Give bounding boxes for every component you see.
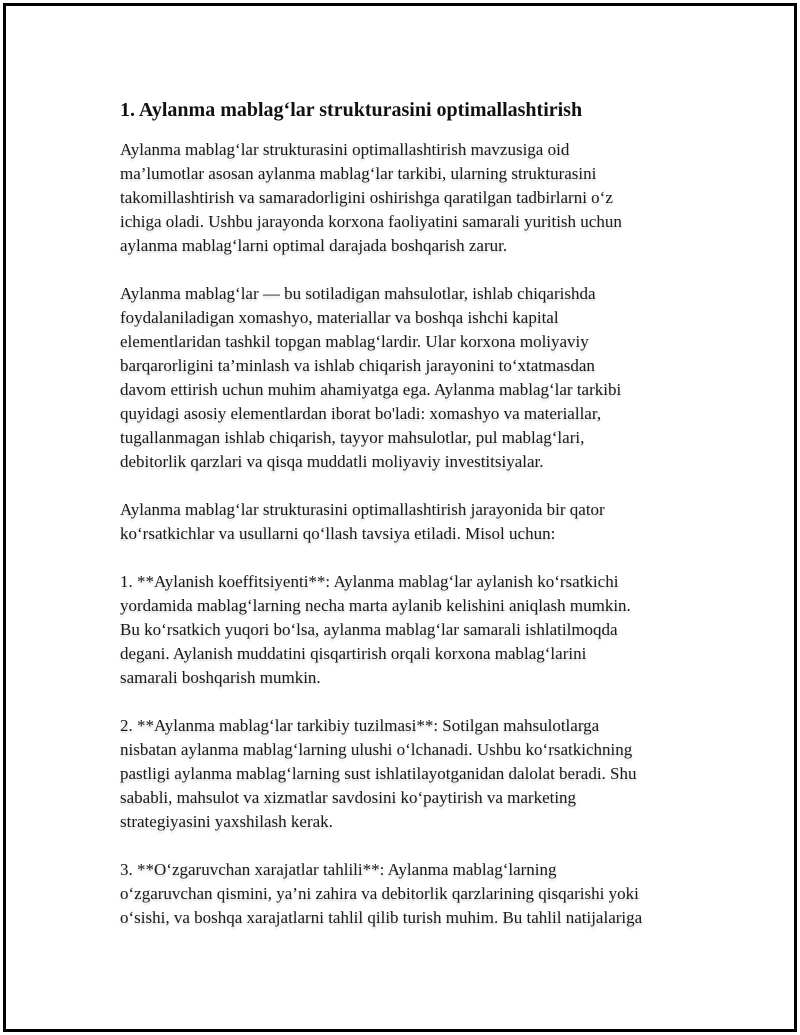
paragraph-definition: Aylanma mablag‘lar — bu sotiladigan mahsulotlar, ishlab chiqarishda foydalaniladigan xomashyo, materiallar va boshqa ishchi kapital elementlaridan tashkil topgan mablag‘lardir. Ular korxona moliyaviy barqarorligini ta’minlash va ishlab chiqarish jarayonini to‘xtatmasdan davom ettirish uchun muhim ahamiyatga ega. Aylanma mablag‘lar tarkibi quyidagi asosiy elementlardan iborat bo'ladi: xomashyo va materiallar, tugallanmagan ishlab chiqarish, tayyor mahsulotlar, pul mablag‘lari, debitorlik qarzlari va qisqa muddatli moliyaviy investitsiyalar. [120,284,622,471]
list-item-variable-costs: 3. **O‘zgaruvchan xarajatlar tahlili**: Aylanma mablag‘larning o‘zgaruvchan qismini, ya’ni zahira va debitorlik qarzlarining qisqarishi yoki o‘sishi, va boshqa xarajatlarni tahlil qilib turish muhim. Bu tahlil natijalariga [120,860,643,927]
list-item-turnover-ratio: 1. **Aylanish koeffitsiyenti**: Aylanma mablag‘lar aylanish ko‘rsatkichi yordamida mablag‘larning necha marta aylanib kelishini aniqlash mumkin. Bu ko‘rsatkich yuqori bo‘lsa, aylanma mablag‘lar samarali ishlatilmoqda degani. Aylanish muddatini qisqartirish orqali korxona mablag‘larini samarali boshqarish mumkin. [120,572,631,687]
document-page [3,3,797,1032]
document-body [120,96,700,954]
paragraph-methods: Aylanma mablag‘lar strukturasini optimallashtirish jarayonida bir qator ko‘rsatkichlar va usullarni qo‘llash tavsiya etiladi. Misol uchun: [120,500,605,543]
paragraph-intro: Aylanma mablag‘lar strukturasini optimallashtirish mavzusiga oid ma’lumotlar asosan aylanma mablag‘lar tarkibi, ularning strukturasini takomillashtirish va samaradorligini oshirishga qaratilgan tadbirlarni o‘z ichiga oladi. Ushbu jarayonda korxona faoliyatini samarali yuritish uchun aylanma mablag‘larni optimal darajada boshqarish zarur. [120,140,622,255]
list-item-structure: 2. **Aylanma mablag‘lar tarkibiy tuzilmasi**: Sotilgan mahsulotlarga nisbatan aylanma mablag‘larning ulushi o‘lchanadi. Ushbu ko‘rsatkichning pastligi aylanma mablag‘larning sust ishlatilayotganidan dalolat beradi. Shu sababli, mahsulot va xizmatlar savdosini ko‘paytirish va marketing strategiyasini yaxshilash kerak. [120,716,637,831]
section-title: 1. Aylanma mablag‘lar strukturasini optimallashtirish [120,99,583,121]
